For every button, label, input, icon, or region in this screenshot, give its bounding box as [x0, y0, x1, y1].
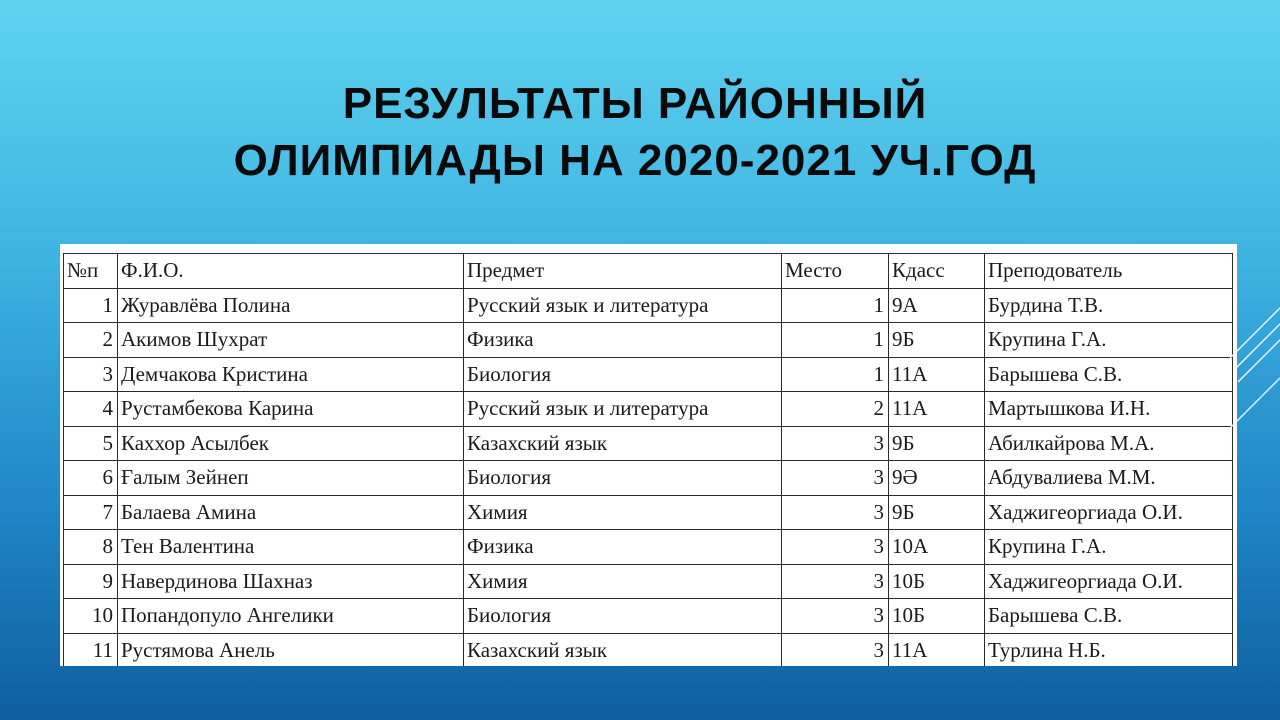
cell-subject: Физика: [464, 323, 782, 358]
cell-name: Демчакова Кристина: [118, 357, 464, 392]
cell-class: 9Б: [889, 495, 985, 530]
cell-place: 3: [782, 564, 889, 599]
cell-place: 3: [782, 461, 889, 496]
table-row: [64, 633, 1233, 666]
table-row: [64, 461, 1233, 496]
cell-teacher: Крупина Г.А.: [985, 323, 1233, 358]
cell-number: 3: [64, 357, 118, 392]
cell-class: 10Б: [889, 599, 985, 634]
cell-subject: Русский язык и литература: [464, 288, 782, 323]
cell-subject: Химия: [464, 564, 782, 599]
cell-name: Попандопуло Ангелики: [118, 599, 464, 634]
cell-number: 7: [64, 495, 118, 530]
table-row: [64, 392, 1233, 427]
header-subject: Предмет: [464, 254, 782, 289]
table-row: [64, 564, 1233, 599]
table-row: [64, 495, 1233, 530]
header-class: Кдасс: [889, 254, 985, 289]
cell-number: 4: [64, 392, 118, 427]
cell-place: 3: [782, 495, 889, 530]
cell-name: Журавлёва Полина: [118, 288, 464, 323]
table-row: [64, 426, 1233, 461]
cell-teacher: Бурдина Т.В.: [985, 288, 1233, 323]
cell-teacher: Мартышкова И.Н.: [985, 392, 1233, 427]
cell-number: 2: [64, 323, 118, 358]
cell-place: 3: [782, 530, 889, 565]
results-table: [63, 253, 1233, 666]
cell-name: Тен Валентина: [118, 530, 464, 565]
cell-name: Ғалым Зейнеп: [118, 461, 464, 496]
cell-place: 1: [782, 323, 889, 358]
results-table-image: [60, 244, 1237, 666]
header-number: №п: [64, 254, 118, 289]
cell-subject: Казахский язык: [464, 633, 782, 666]
cell-place: 1: [782, 288, 889, 323]
cell-class: 9А: [889, 288, 985, 323]
cell-class: 10А: [889, 530, 985, 565]
cell-class: 9Ә: [889, 461, 985, 496]
cell-name: Рустамбекова Карина: [118, 392, 464, 427]
cell-number: 6: [64, 461, 118, 496]
cell-teacher: Барышева С.В.: [985, 357, 1233, 392]
slide-title: [0, 75, 1270, 189]
cell-teacher: Турлина Н.Б.: [985, 633, 1233, 666]
title-line-2: ОЛИМПИАДЫ НА 2020-2021 УЧ.ГОД: [233, 136, 1037, 185]
cell-place: 3: [782, 633, 889, 666]
table-row: [64, 288, 1233, 323]
title-line-1: РЕЗУЛЬТАТЫ РАЙОННЫЙ: [342, 79, 928, 128]
cell-teacher: Хаджигеоргиада О.И.: [985, 495, 1233, 530]
cell-number: 9: [64, 564, 118, 599]
cell-number: 11: [64, 633, 118, 666]
cell-number: 10: [64, 599, 118, 634]
cell-name: Рустямова Анель: [118, 633, 464, 666]
table-row: [64, 357, 1233, 392]
cell-teacher: Крупина Г.А.: [985, 530, 1233, 565]
cell-place: 3: [782, 426, 889, 461]
cell-class: 11А: [889, 633, 985, 666]
cell-subject: Химия: [464, 495, 782, 530]
cell-place: 1: [782, 357, 889, 392]
table-row: [64, 530, 1233, 565]
decorative-lines: [1230, 300, 1280, 440]
cell-class: 11А: [889, 357, 985, 392]
cell-class: 10Б: [889, 564, 985, 599]
cell-class: 11А: [889, 392, 985, 427]
cell-name: Балаева Амина: [118, 495, 464, 530]
cell-subject: Казахский язык: [464, 426, 782, 461]
header-name: Ф.И.О.: [118, 254, 464, 289]
cell-number: 5: [64, 426, 118, 461]
cell-subject: Русский язык и литература: [464, 392, 782, 427]
cell-class: 9Б: [889, 323, 985, 358]
cell-teacher: Барышева С.В.: [985, 599, 1233, 634]
cell-teacher: Абдувалиева М.М.: [985, 461, 1233, 496]
cell-name: Акимов Шухрат: [118, 323, 464, 358]
table-row: [64, 599, 1233, 634]
cell-subject: Физика: [464, 530, 782, 565]
cell-name: Навердинова Шахназ: [118, 564, 464, 599]
header-place: Место: [782, 254, 889, 289]
cell-name: Каххор Асылбек: [118, 426, 464, 461]
cell-place: 3: [782, 599, 889, 634]
cell-place: 2: [782, 392, 889, 427]
cell-teacher: Абилкайрова М.А.: [985, 426, 1233, 461]
table-header-row: [64, 254, 1233, 289]
cell-subject: Биология: [464, 461, 782, 496]
cell-teacher: Хаджигеоргиада О.И.: [985, 564, 1233, 599]
header-teacher: Преподователь: [985, 254, 1233, 289]
cell-number: 8: [64, 530, 118, 565]
cell-subject: Биология: [464, 599, 782, 634]
cell-class: 9Б: [889, 426, 985, 461]
cell-number: 1: [64, 288, 118, 323]
cell-subject: Биология: [464, 357, 782, 392]
table-row: [64, 323, 1233, 358]
